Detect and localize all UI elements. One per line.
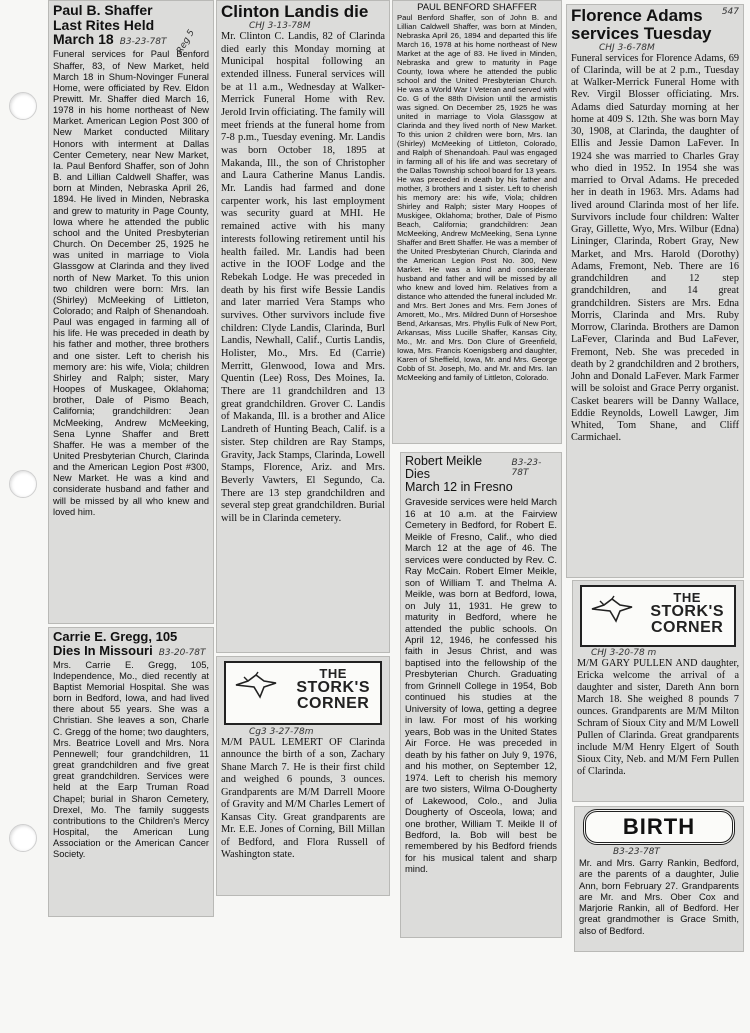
binder-hole-bottom bbox=[9, 824, 37, 852]
meikle-title-line2: March 12 in Fresno bbox=[405, 480, 513, 495]
stork-pullen-body: M/M GARY PULLEN AND daughter, Ericka welcome the arrival of a daughter and sister, Dareth Ann born March 18. She weighed 8 pounds 7 ounces. Grandparents are M/M Milton Schram of Sioux City and M/M Lowell Pullen of Clarinda. Great grandparents include M/M Henry Elgert of South Sioux City, Neb. and M/M Fern Pullen of Clarinda. bbox=[577, 658, 739, 778]
shaffer-body: Funeral services for Paul Benford Shaffer, 83, of New Market, held March 18 in Shum-Novinger Funeral Home, were officiated by Rev. Eldon Prewitt. Mr. Shaffer died March 16, 1978 in his home northeast of New Market. American Legion Post 300 of New Market conducted Military Honors with interment at Dallas Center Cemetery, near New Market, Ia. Paul Benford Shaffer, son of John B. and Lillian Caldwell Shaffer, was born at Minden, Nebraska April 26, 1894. He lived in Minden, Nebraska and grew to maturity in Page County, Iowa where he attended the public school and the United Presbyterian Church. On December 25, 1925 he was united in marriage to Viola Glassgow at Clarinda and they lived north of New Market. To this union two children were born: Mrs. Ian (Shirley) McMeeking of Littleton, Colorado; and Ralph of Shenandoah. Paul was engaged in farming all of his life. He was preceded in death by his father and mother, three brothers and one sister. Left to cherish his memory are: his wife, Viola; children Shirley and Ralph; sister, Mary Hoopes of Muskagee, Oklahoma; brother, Dale of Pismo Beach, California; grandchildren: Jean McMeeking, Andrew McMeeking, Sena Lynne Shaffer and Brett Shaffer. He was a member of the United Presbyterian Church, Clarinda and the American Legion Post #300, New Market. He was a kind and considerate husband and father and will be missed by all who knew and loved him. bbox=[53, 49, 209, 517]
adams-title-line1: Florence Adams bbox=[571, 6, 703, 25]
gregg-title-line1: Carrie E. Gregg, 105 bbox=[53, 629, 178, 644]
binder-hole-middle bbox=[9, 470, 37, 498]
stork-corner-banner-2 bbox=[580, 585, 736, 647]
adams-title-line2: services Tuesday bbox=[571, 23, 712, 43]
benford-body: Paul Benford Shaffer, son of John B. and Lillian Caldwell Shaffer, was born at Minden, Nebraska April 26, 1894 and departed this life March 16, 1978 at his home northeast of New Market at the age of 83. He lived in Minden, Nebraska and grew to maturity in Page County, Iowa where he attended the public school and the United Presbyterian Church. He was a World War I Veteran and served with Co. G of the 88th Division until the armistis was signed. On December 25, 1925 he was united in marriage to Viola Glassgow at Clarinda and they lived north of New Market. To this union 2 children were born, Mrs. Ian (Shirley) McMeeking of Littleton, Colorado, and Ralph of Shenandoah. Paul was engaged in farming all of his life and was secretary of the Dallas Township school board for 13 years. He was preceded in death by his father and mother, 3 brothers and 1 sister. Left to cherish his memory are: his wife, Viola; children Shirley and Ralph; sister Mary Hoopes of Muskigee, Oklahoma; brother, Dale of Pismo Beach, California; grandchildren: Jean McMeeking, Andrew McMeeking, Sena Lynne Shaffer and Brett Shaffer. He was a member of the United Presbyterian Church, Clarinda and the American Legion Post No. 300, New Market. He was a kind and considerate husband and father and will be missed by all who knew and loved him. Relatives from a distance who attended the funeral included Mr. and Mrs. Bert Jones and Mrs. Fern Jones of Amorett, Mo., Mrs. Mildred Dunn of Horseshoe Bend, Arkansas, Mrs. Phyllis Fulk of New Port, Arkansas, Miss Lucille Shaffer, Kansas City, Mo., Mr. and Mrs. Don Clure of Greenfield, Iowa, Mrs. Francis Koenigsberg and daughter, Karen of Sheffield, Iowa, Mr. and Mrs. George Cobb of St. Joseph, Mo. and Mr. and Mrs. Ian McMeeking and family of Littleton, Colorado. bbox=[397, 12, 557, 382]
stork-pullen-handwritten-date: CHJ 3-20-78 m bbox=[591, 648, 657, 658]
shaffer-handwritten-date: B3-23-78T bbox=[119, 37, 167, 48]
clipping-landis bbox=[216, 0, 390, 653]
stork-lemert-handwritten-date: Cg3 3-27-78m bbox=[249, 727, 314, 737]
gregg-body: Mrs. Carrie E. Gregg, 105, Independence, Mo., died recently at Baptist Memorial Hospital. She was born in Bedford, Iowa, and had lived there about 55 years. She was a Christian. She leaves a son, Charle C. Gregg of the home; two daughters, Mrs. Beatrice Lovell and Mrs. Nora Pennewell; four grandchildren, 11 great grandchildren and five great great grandchildren. Services were held at the Earp Truman Road Chapel; burial in Sharon Cemetery, Drexel, Mo. The family suggests contributions to the Children's Mercy Hospital, the American Lung Association or the American Cancer Society. bbox=[53, 659, 209, 860]
meikle-body: Graveside services were held March 16 at 10 a.m. at the Fairview Cemetery in Bedford, for Robert E. Meikle of Fresno, Calif., who died March 12 at the age of 46. The services were conducted by Rev. C. Ray McCain. Robert Elmer Meikle, son of William T. and Thelma A. Meikle, was born at Bedford, Iowa, on July 11, 1931. He grew to maturity in Bedford, where he attended the public schools. On April 12, 1946, he confessed his faith in Jesus Christ, and was baptised into the fellowship of the Presbyterian Church. Graduating from Grinnell College in 1954, Bob continued his studies at the University of Iowa, getting a degree in law. For most of his working years, Bob was in the United States Air Force. He was preceded in death by his father on July 9, 1976, and his mother, on September 12, 1974. Left to cherish his memory are two sisters, Wilma O-Dougherty of Lakewood, Colo., and Julia Dougherty of Osceola, Iowa; and one brother, William T. Meikle II of Bedford, Ia. Bob will best be remembered by his Bedford friends for his musical talent and sharp mind. bbox=[405, 496, 557, 875]
shaffer-title-line1: Paul B. Shaffer bbox=[53, 2, 153, 18]
landis-body: Mr. Clinton C. Landis, 82 of Clarinda died early this Monday morning at Municipal hospital following an extended illness. Funeral services will be at 11 a.m., Wednesday at Walker-Merrick Funeral Home with Rev. Jerold Irvin officiating. The family will meet friends at the funeral home from 7-8 p.m., Tuesday evening. Mr. Landis was born October 18, 1895 at Makanda, Ill., the son of Christopher and Laura Catherine Manus Landis. Mr. Landis had farmed and done carpenter work, his last employment was security guard at MHI. He remained active with his many interests following retirement until his health failed. Mr. Landis had been active in the IOOF Lodge and the Rebekah Lodge. He was preceded in death by his first wife Bessie Landis and later married Vera Stamps who survives. Other survivors include five children: Clyde Landis, Clarinda, Burl Landis, Newhall, Calif., Curtis Landis, Holister, Mo., Mrs. Ed (Carrie) Merritt, Glenwood, Iowa and Mrs. Quentin (Lee) Ross, Des Moines, Ia. There are 11 grandchildren and 13 great grandchildren. Grover C. Landis of Makanda, Ill. is a brother and Alice Landreth of Hunting Beach, Calif. is a sister. Step children are Ray Stamps, Gravity, Jack Stamps, Clarinda, Lowell Stamps, Florence, Ariz. and Mrs. Beverly Vawters, El Segundo, Ca. There are 13 step grandchildren and several step great grandchildren. Burial will be in Clarinda cemetery. bbox=[221, 30, 385, 524]
clipping-shaffer bbox=[48, 0, 214, 624]
gregg-title-line2: Dies In Missouri bbox=[53, 642, 153, 658]
clipping-stork-lemert bbox=[216, 656, 390, 896]
stork-corner-title: THE STORK'S CORNER bbox=[296, 666, 370, 712]
birth-body: Mr. and Mrs. Garry Rankin, Bedford, are the parents of a daughter, Julie Ann, born February 27. Grandparents are Mr. and Mrs. Ober Cox and Marjorie Rankin, all of Bedford. Her great grandmother is Grace Smith, also of Bedford. bbox=[579, 857, 739, 936]
landis-handwritten-date: CHJ 3-13-78M bbox=[249, 20, 311, 31]
meikle-title-line1: Robert Meikle Dies bbox=[405, 454, 483, 482]
shaffer-handwritten-note: Reg 5 bbox=[174, 28, 197, 57]
clipping-gregg bbox=[48, 627, 214, 917]
birth-handwritten-date: B3-23-78T bbox=[613, 847, 660, 857]
clipping-birth-rankin bbox=[574, 806, 744, 952]
stork-icon bbox=[234, 671, 278, 701]
clipping-benford-shaffer bbox=[392, 0, 562, 444]
adams-handwritten-date: CHJ 3-6-78M bbox=[599, 42, 655, 53]
meikle-handwritten-date: B3-23-78T bbox=[511, 458, 542, 478]
shaffer-title-line2: Last Rites Held bbox=[53, 16, 155, 33]
stork-corner-banner bbox=[224, 661, 382, 725]
clipping-adams bbox=[566, 4, 744, 578]
stork-corner-title-2: THE STORK'S CORNER bbox=[650, 590, 724, 636]
binder-hole-top bbox=[9, 92, 37, 120]
clipping-stork-pullen bbox=[572, 580, 744, 802]
landis-title: Clinton Landis die bbox=[221, 2, 369, 21]
adams-body: Funeral services for Florence Adams, 69 of Clarinda, will be at 2 p.m., Tuesday at Walker-Merrick Funeral Home with Rev. Virgil Blosser officiating. Mrs. Adams died Saturday morning at her home at 409 S. 12th. She was born May 30, 1908, at Clarinda, the daughter of Ellis and Jessie Damon LaFever. In 1924 she was married to Charles Gray who died in 1952. In 1954 she was married to Orval Adams. He preceded her in death in 1963. Mrs. Adams had lived around Clarinda most of her life. Survivors include four children: Walter Gray, Gillette, Wyo, Mrs. Wilbur (Edna) Lininger, Clarinda, Robert Gray, New Market, and Mrs. Harold (Dorothy) Adams, Fremont, Neb. There are 16 grandchildren and 12 step grandchildren, and 14 great grandchildren. Sisters are Mrs. Edna Morris, Clarinda and Mrs. Ruby Morrow, Clarinda. Brothers are Damon LaFever, Clarinda and Bud LaFever, Fremont, Neb. She was preceded in death by 2 grandchildren and 2 brothers, John and Donald LaFever. Mark Farmer will be soloist and Grace Perry organist. Casket bearers will be Danny Wallace, Eddie Reynolds, Lowell Lawger, Jim Whited, Tom Shane, and Cliff Carmichael. bbox=[571, 52, 739, 444]
birth-banner: BIRTH bbox=[583, 809, 735, 845]
gregg-handwritten-date: B3-20-78T bbox=[158, 647, 206, 658]
adams-handwritten-number: 547 bbox=[721, 7, 739, 17]
stork-lemert-body: M/M PAUL LEMERT OF Clarinda announce the birth of a son, Zachary Shane March 7. He is their first child and weighed 6 pounds, 3 ounces. Grandparents are M/M Darrell Moore of Gravity and M/M Charles Lemert of Kansas City. Great grandparents are Mr. E.E. Jones of Corning, Bill Millan of Bedford, and Flora Russell of Washington state. bbox=[221, 737, 385, 861]
benford-title: PAUL BENFORD SHAFFER bbox=[417, 2, 537, 13]
stork-icon-2 bbox=[590, 595, 634, 625]
clipping-meikle bbox=[400, 452, 562, 938]
shaffer-title-line3: March 18 bbox=[53, 31, 114, 48]
